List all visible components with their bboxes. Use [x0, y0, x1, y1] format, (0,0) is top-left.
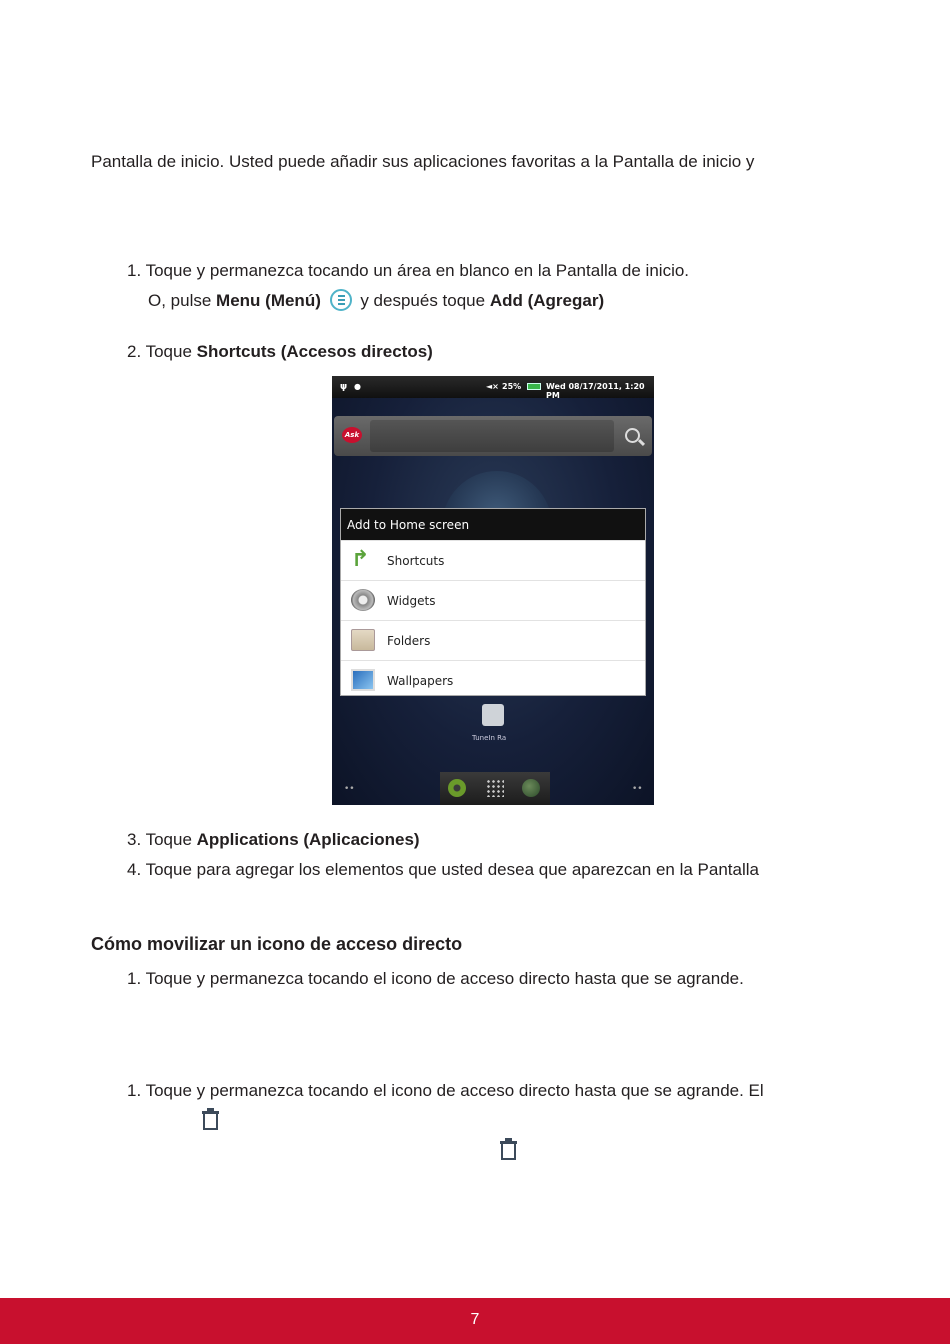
- tunein-radio-icon[interactable]: [482, 704, 504, 726]
- intro-line: Pantalla de inicio. Usted puede añadir sus aplicaciones favoritas a la Pantalla de inicio y: [91, 152, 755, 171]
- status-datetime: Wed 08/17/2011, 1:20 PM: [546, 382, 645, 400]
- page-footer: [0, 1298, 950, 1344]
- add-step-1: 1. Toque y permanezca tocando un área en blanco en la Pantalla de inicio.: [127, 261, 690, 280]
- search-input[interactable]: [370, 420, 614, 452]
- battery-percent: 25%: [502, 382, 522, 391]
- page-number: 7: [470, 1311, 480, 1328]
- move-section-heading: Cómo movilizar un icono de acceso directo: [91, 934, 463, 954]
- menu-label: Menu (Menú): [216, 291, 321, 310]
- add-step-4: 4. Toque para agregar los elementos que usted desea que aparezcan en la Pantalla: [127, 860, 759, 879]
- android-icon: ●: [354, 382, 361, 391]
- widget-gear-icon: [351, 589, 375, 611]
- applications-label: Applications (Aplicaciones): [196, 830, 420, 849]
- usb-icon: ψ: [340, 382, 348, 392]
- page-dots-left: ••: [344, 784, 355, 794]
- step3-prefix: 3. Toque: [127, 830, 197, 849]
- move-step-1: 1. Toque y permanezca tocando el icono de acceso directo hasta que se agrande.: [127, 969, 744, 988]
- ask-logo-icon: Ask: [342, 427, 362, 443]
- dialog-item-label: Wallpapers: [387, 674, 454, 688]
- step2-prefix: 2. Toque: [127, 342, 197, 361]
- dialog-item-label: Folders: [387, 634, 431, 648]
- browser-globe-icon[interactable]: [522, 779, 540, 797]
- settings-gear-icon[interactable]: [448, 779, 466, 797]
- wallpaper-icon: [351, 669, 375, 691]
- add-step-2: [127, 342, 433, 362]
- dialog-title: Add to Home screen: [341, 509, 645, 540]
- shortcuts-label: Shortcuts (Accesos directos): [196, 342, 433, 361]
- search-icon[interactable]: [625, 428, 640, 443]
- dialog-item-wallpapers[interactable]: [341, 660, 645, 700]
- tunein-label: TuneIn Ra: [472, 734, 507, 742]
- dialog-item-label: Shortcuts: [387, 554, 445, 568]
- step1-middle: y después toque: [355, 291, 490, 310]
- dialog-item-widgets[interactable]: [341, 580, 645, 620]
- app-drawer-icon[interactable]: [486, 779, 504, 797]
- add-step-1-continued: [148, 289, 604, 311]
- add-to-home-dialog: [340, 508, 646, 696]
- add-step-3: [127, 830, 420, 850]
- dialog-item-label: Widgets: [387, 594, 436, 608]
- search-widget[interactable]: [334, 416, 652, 456]
- remove-step-1: 1. Toque y permanezca tocando el icono de acceso directo hasta que se agrande. El: [127, 1081, 764, 1100]
- mute-icon: ◄×: [486, 382, 499, 391]
- menu-icon: [330, 289, 352, 311]
- trash-icon: [500, 1138, 517, 1160]
- dialog-item-folders[interactable]: [341, 620, 645, 660]
- folder-icon: [351, 629, 375, 651]
- battery-icon: [527, 383, 541, 390]
- add-label: Add (Agregar): [489, 291, 605, 310]
- status-bar: [332, 376, 654, 398]
- home-screen-screenshot: [332, 376, 654, 805]
- page-dots-right: ••: [632, 784, 643, 794]
- app-dock: [440, 772, 550, 805]
- dialog-item-shortcuts[interactable]: [341, 540, 645, 580]
- trash-icon: [202, 1108, 219, 1130]
- step1-prefix: O, pulse: [148, 291, 217, 310]
- shortcut-arrow-icon: ↱: [351, 547, 370, 572]
